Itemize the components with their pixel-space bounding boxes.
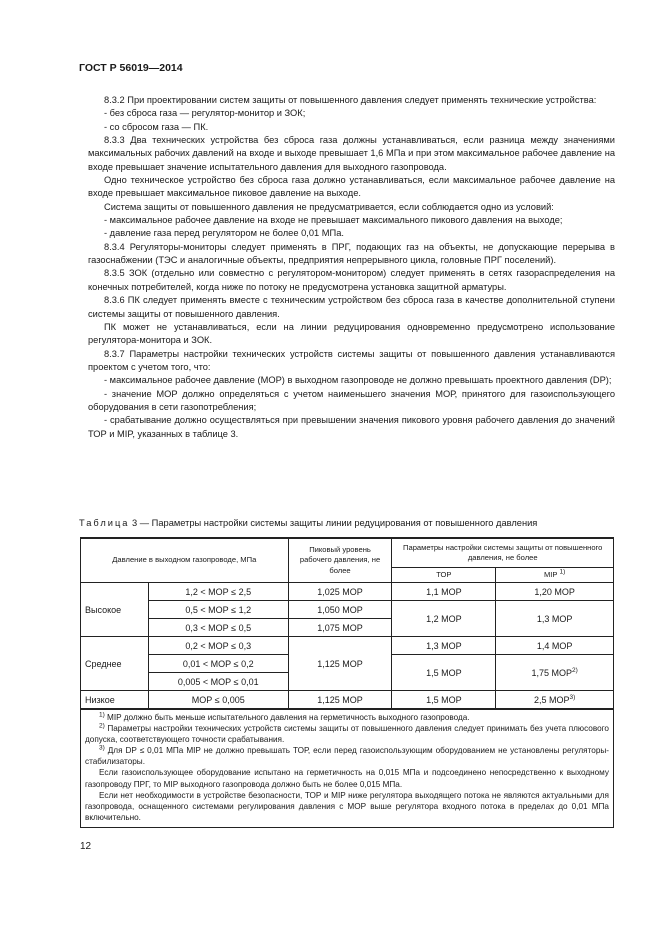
header-peak: Пиковый уровень рабочего давления, не более [288, 538, 392, 583]
list-item: - без сброса газа — регулятор-монитор и ЗОК; [104, 108, 306, 119]
mip-cell: 1,20 МОР [496, 583, 614, 601]
paragraph-8-3-7: 8.3.7 Параметры настройки технических устройств системы защиты от повышенного давления устанавливаются проектом с учетом того, что: [88, 348, 615, 372]
list-item: - максимальное рабочее давление на входе не превышает максимального пикового давления на выходе; [104, 215, 563, 226]
header-mip: MIP $^{1)}$ [496, 568, 614, 583]
mip-cell: 1,75 МОР$^{2)}$ [496, 655, 614, 691]
mip-cell: 2,5 МОР$^{3)}$ [496, 691, 614, 710]
table-caption-label: Таблица [79, 518, 130, 528]
paragraph-8-3-4: 8.3.4 Регуляторы-мониторы следует применять в ПРГ, подающих газ на объекты, не допускающие перерыва в газоснабжении (ТЭС и аналогичные объекты, предприятия непрерывного цикла, головные ПРГ поселений). [88, 241, 615, 266]
top-cell: 1,2 МОР [392, 601, 496, 637]
range-cell: 1,2 < МОР ≤ 2,5 [148, 583, 288, 601]
peak-cell: 1,025 МОР [288, 583, 392, 601]
top-cell: 1,1 МОР [392, 583, 496, 601]
list-item: - срабатывание должно осуществляться при превышении значения пикового уровня рабочего давления до значений ТОР и MIP, указанных в таблице 3. [88, 415, 615, 439]
group-medium: Среднее [81, 637, 149, 691]
paragraph-8-3-3: 8.3.3 Два технических устройства без сброса газа должны устанавливаться, если разница между значениями максимальных рабочих давлений на входе и выходе превышает 1,6 МПа и при этом максимальное рабочее давление на входе превышает значение испытательного давления для выходного газопровода. [88, 135, 615, 172]
top-cell: 1,5 МОР [392, 655, 496, 691]
peak-cell: 1,125 МОР [288, 691, 392, 710]
range-cell: 0,2 < МОР ≤ 0,3 [148, 637, 288, 655]
range-cell: 0,005 < МОР ≤ 0,01 [148, 673, 288, 691]
top-cell: 1,5 МОР [392, 691, 496, 710]
header-top: ТОР [392, 568, 496, 583]
mip-cell: 1,4 МОР [496, 637, 614, 655]
document-body [88, 94, 615, 441]
range-cell: 0,5 < МОР ≤ 1,2 [148, 601, 288, 619]
group-low: Низкое [81, 691, 149, 710]
note-2: $^{2)}$ Параметры настройки технических устройств системы защиты от повышенного давления следует принимать без учета плюсового допуска, соответствующего точности срабатывания. [85, 722, 609, 745]
note-5: Если нет необходимости в устройстве безопасности, ТОР и MIP ниже регулятора выходящего потока не являются актуальными для газопровода, оснащенного системами регулирования давления с МОР выше регулятора входного потока в пределах до 0,01 МПа включительно. [85, 790, 609, 822]
paragraph: Система защиты от повышенного давления не предусматривается, если соблюдается одно из условий: [104, 201, 554, 212]
document-header: ГОСТ Р 56019—2014 [79, 62, 183, 74]
paragraph-8-3-2: 8.3.2 При проектировании систем защиты от повышенного давления следует применять технические устройства: [104, 95, 597, 105]
list-item: - со сбросом газа — ПК. [104, 121, 209, 132]
range-cell: 0,3 < МОР ≤ 0,5 [148, 619, 288, 637]
list-item: - максимальное рабочее давление (МОР) в выходном газопроводе не должно превышать проектного давления (DP); [104, 375, 612, 386]
paragraph: ПК может не устанавливаться, если на линии редуцирования одновременно предусмотрено использование регулятора-монитора и ЗОК. [88, 321, 615, 346]
table-notes [81, 709, 614, 827]
list-item: - значение МОР должно определяться с учетом наименьшего значения МОР, принятого для газоиспользующего оборудования в сети газопотребления; [88, 388, 615, 412]
list-item: - давление газа перед регулятором не более 0,01 МПа. [104, 228, 344, 239]
page-number: 12 [80, 841, 92, 852]
paragraph-8-3-6: 8.3.6 ПК следует применять вместе с техническим устройством без сброса газа в качестве дополнительной ступени системы защиты от повышенного давления. [88, 295, 615, 319]
note-4: Если газоиспользующее оборудование испытано на герметичность на 0,015 МПа и подсоединено непосредственно к выходному газопроводу ПРГ, то MIP выходного газопровода должно быть не более 0,015 МПа. [85, 768, 609, 789]
header-pressure: Давление в выходном газопроводе, МПа [81, 538, 289, 583]
peak-cell: 1,125 МОР [288, 637, 392, 691]
range-cell: 0,01 < МОР ≤ 0,2 [148, 655, 288, 673]
mip-cell: 1,3 МОР [496, 601, 614, 637]
top-cell: 1,3 МОР [392, 637, 496, 655]
note-3: $^{3)}$ Для DP ≤ 0,01 МПа MIP не должно превышать ТОР, если перед газоиспользующим оборудованием не установлены регуляторы-стабилизаторы. [85, 744, 609, 767]
paragraph-8-3-5: 8.3.5 ЗОК (отдельно или совместно с регулятором-монитором) следует применять в сетях газораспределения на конечных потребителей, когда ниже по потоку не предусмотрена установка защитной арматуры. [88, 268, 615, 292]
header-params: Параметры настройки системы защиты от повышенного давления, не более [392, 538, 614, 568]
settings-table [80, 537, 614, 828]
group-high: Высокое [81, 583, 149, 637]
range-cell: МОР ≤ 0,005 [148, 691, 288, 710]
peak-cell: 1,050 МОР [288, 601, 392, 619]
paragraph: Одно техническое устройство без сброса газа должно устанавливаться, если максимальное рабочее давление на входе превышает максимальное пиковое давление на выходе. [88, 175, 615, 199]
table-caption [79, 518, 537, 528]
note-1: $^{1)}$ MIP должно быть меньше испытательного давления на герметичность выходного газопровода. [99, 711, 470, 722]
peak-cell: 1,075 МОР [288, 619, 392, 637]
table-caption-text: 3 — Параметры настройки системы защиты линии редуцирования от повышенного давления [129, 518, 538, 528]
